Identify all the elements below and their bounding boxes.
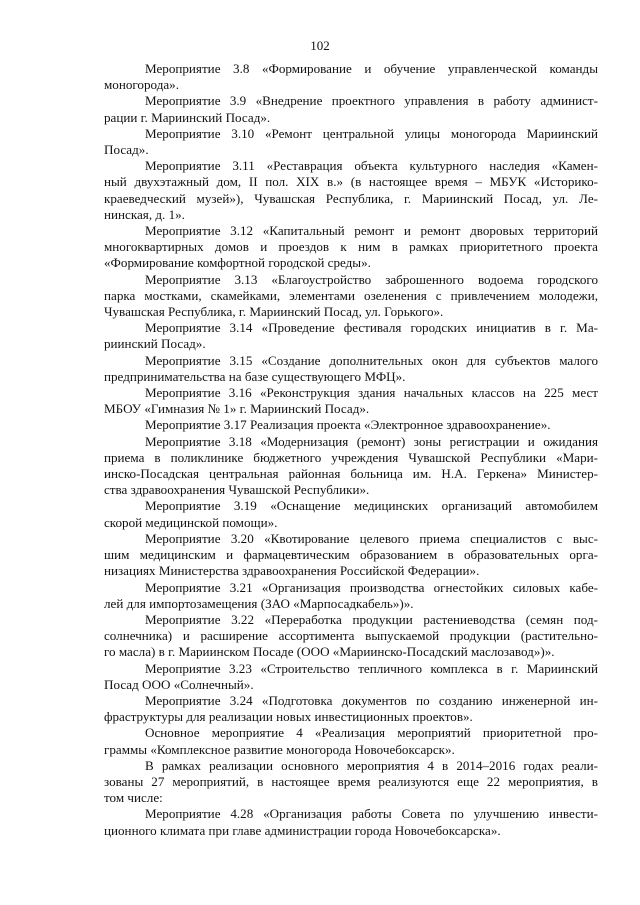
- paragraph: [104, 612, 598, 661]
- text-line: Основное мероприятие 4 «Реализация мероприятий приоритетной про-: [145, 725, 598, 741]
- text-line: Мероприятие 3.22 «Переработка продукции растениеводства (семян под-: [145, 611, 598, 627]
- text-line: Мероприятие 3.18 «Модернизация (ремонт) зоны регистрации и ожидания: [145, 433, 598, 449]
- paragraph: [104, 661, 598, 693]
- paragraph: [104, 498, 598, 530]
- text-line: парка мостками, скамейками, элементами озеленения с привлечением молодежи,: [104, 287, 598, 303]
- text-line: шим медицинским и фармацевтическим образованием в образовательных орга-: [104, 547, 598, 563]
- text-line: многоквартирных домов и проездов к ним в рамках приоритетного проекта: [104, 239, 598, 255]
- text-line: Мероприятие 3.17 Реализация проекта «Электронное здравоохранение».: [145, 417, 551, 433]
- text-line: «Формирование комфортной городской среды».: [104, 255, 371, 271]
- text-line: го масла) в г. Мариинском Посаде (ООО «Мариинско-Посадский маслозавод»)».: [104, 644, 555, 660]
- paragraph: [104, 434, 598, 499]
- text-line: Мероприятие 3.20 «Квотирование целевого приема специалистов с выс-: [145, 530, 598, 546]
- text-line: Мероприятие 3.11 «Реставрация объекта культурного наследия «Камен-: [145, 158, 598, 174]
- text-line: ционного климата при главе администрации города Новочебоксарска».: [104, 822, 501, 838]
- text-line: том числе:: [104, 790, 163, 806]
- paragraph: [104, 272, 598, 321]
- text-line: Посад».: [104, 142, 149, 158]
- paragraph: [104, 385, 598, 417]
- text-line: граммы «Комплексное развитие моногорода Новочебоксарск».: [104, 741, 455, 757]
- text-line: Мероприятие 3.21 «Организация производства огнестойких силовых кабе-: [145, 579, 598, 595]
- paragraph: [104, 758, 598, 807]
- text-line: Мероприятие 3.8 «Формирование и обучение управленческой команды: [145, 61, 598, 76]
- paragraph: [104, 353, 598, 385]
- text-line: Мероприятие 3.14 «Проведение фестиваля городских инициатив в г. Ма-: [145, 320, 598, 336]
- text-line: приема в поликлинике бюджетного учреждения Чувашской Республики «Мари-: [104, 449, 598, 465]
- text-line: солнечника) и расширение ассортимента выпускаемой продукции (растительно-: [104, 628, 598, 644]
- paragraph: [104, 320, 598, 352]
- paragraph: [104, 223, 598, 272]
- text-line: краеведческий музей»), Чувашская Республика, г. Мариинский Посад, ул. Ле-: [104, 190, 598, 206]
- paragraph: [104, 417, 598, 433]
- text-line: инско-Посадская центральная районная больница им. Н.А. Геркена» Министер-: [104, 466, 598, 482]
- text-line: Мероприятие 3.10 «Ремонт центральной улицы моногорода Мариинский: [145, 125, 598, 141]
- text-line: Мероприятие 3.15 «Создание дополнительных окон для субъектов малого: [145, 352, 598, 368]
- text-line: предпринимательства на базе существующего МФЦ».: [104, 368, 406, 384]
- text-line: скорой медицинской помощи».: [104, 514, 278, 530]
- text-line: низациях Министерства здравоохранения Российской Федерации».: [104, 563, 480, 579]
- text-line: Мероприятие 3.16 «Реконструкция здания начальных классов на 225 мест: [145, 385, 598, 401]
- document-body: [104, 61, 598, 839]
- text-line: зованы 27 мероприятий, в настоящее время реализуются еще 22 мероприятия, в: [104, 773, 598, 789]
- text-line: фраструктуры для реализации новых инвестиционных проектов».: [104, 709, 473, 725]
- text-line: Мероприятие 3.23 «Строительство тепличного комплекса в г. Мариинский: [145, 660, 598, 676]
- text-line: ства здравоохранения Чувашской Республики».: [104, 482, 370, 498]
- text-line: моногорода».: [104, 77, 179, 93]
- text-line: Мероприятие 3.24 «Подготовка документов по созданию инженерной ин-: [145, 692, 598, 708]
- page-number: 102: [310, 38, 330, 53]
- text-line: В рамках реализации основного мероприятия 4 в 2014–2016 годах реали-: [145, 757, 598, 773]
- text-line: Чувашская Республика, г. Мариинский Посад, ул. Горького».: [104, 304, 444, 320]
- text-line: рации г. Мариинский Посад».: [104, 109, 271, 125]
- text-line: Мероприятие 3.12 «Капитальный ремонт и ремонт дворовых территорий: [145, 223, 598, 239]
- text-line: Мероприятие 3.19 «Оснащение медицинских организаций автомобилем: [145, 498, 598, 514]
- paragraph: [104, 158, 598, 223]
- text-line: МБОУ «Гимназия № 1» г. Мариинский Посад».: [104, 401, 370, 417]
- text-line: риинский Посад».: [104, 336, 206, 352]
- paragraph: [104, 580, 598, 612]
- paragraph: [104, 693, 598, 725]
- text-line: Мероприятие 4.28 «Организация работы Совета по улучшению инвести-: [145, 806, 598, 822]
- paragraph: [104, 806, 598, 838]
- paragraph: [104, 61, 598, 93]
- paragraph: [104, 531, 598, 580]
- text-line: Мероприятие 3.9 «Внедрение проектного управления в работу админист-: [145, 93, 598, 109]
- text-line: нинская, д. 1».: [104, 206, 185, 222]
- paragraph: [104, 93, 598, 125]
- text-line: Посад ООО «Солнечный».: [104, 676, 254, 692]
- text-line: ный двухэтажный дом, II пол. XIX в.» (в настоящее время – МБУК «Историко-: [104, 174, 598, 190]
- paragraph: [104, 725, 598, 757]
- text-line: Мероприятие 3.13 «Благоустройство заброшенного водоема городского: [145, 271, 598, 287]
- paragraph: [104, 126, 598, 158]
- text-line: лей для импортозамещения (ЗАО «Марпосадкабель»)».: [104, 595, 414, 611]
